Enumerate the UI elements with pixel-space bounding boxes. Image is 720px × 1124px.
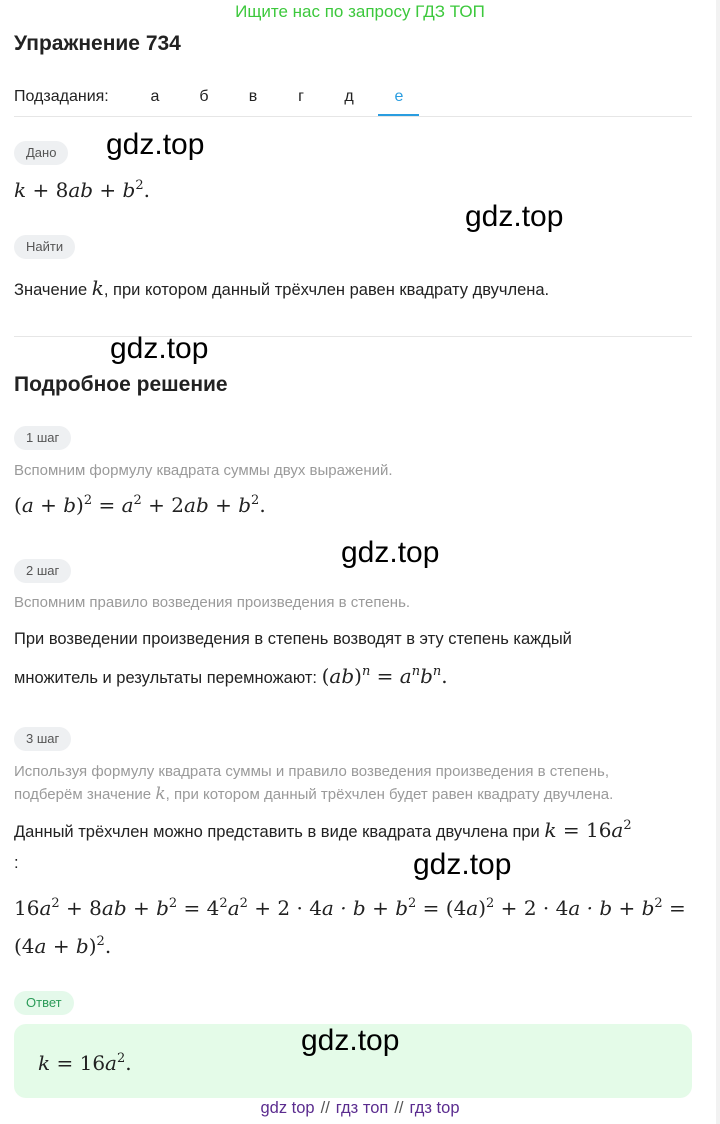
footer-separator: // — [394, 1099, 404, 1117]
footer-separator: // — [320, 1099, 330, 1117]
watermark: gdz.top — [413, 848, 512, 881]
search-banner: Ищите нас по запросу ГДЗ ТОП — [235, 2, 485, 21]
tab-a[interactable]: а — [150, 88, 160, 105]
step-2-text-line2: множитель и результаты перемножают: $(ab)^n = a^nb^n$. — [14, 664, 448, 688]
step-2-badge: 2 шаг — [14, 559, 71, 583]
footer-link-gdz-top-ru[interactable]: гдз топ — [335, 1099, 389, 1117]
page-title: Упражнение 734 — [14, 32, 181, 55]
subtasks-label: Подзадания: — [14, 88, 109, 105]
given-expression: $k + 8ab + b^2$. — [14, 178, 150, 202]
active-tab-indicator — [378, 114, 419, 116]
find-badge: Найти — [14, 235, 75, 259]
step-1-badge: 1 шаг — [14, 426, 71, 450]
watermark: gdz.top — [110, 332, 209, 365]
tab-b[interactable]: б — [199, 88, 209, 105]
tab-v[interactable]: в — [248, 88, 258, 105]
find-text: Значение k, при котором данный трёхчлен равен квадрату двучлена. — [14, 276, 550, 300]
step-3-expression-line2: $(4a + b)^2$. — [14, 934, 112, 958]
footer-link-gdz-top[interactable]: gdz top — [260, 1099, 315, 1117]
solution-title: Подробное решение — [14, 373, 228, 396]
step-3-hint-line2: подберём значение k, при котором данный трёхчлен будет равен квадрату двучлена. — [14, 784, 614, 804]
answer-expression: $k = 16a^2$. — [38, 1051, 132, 1075]
step-3-badge: 3 шаг — [14, 727, 71, 751]
footer-links — [0, 1099, 720, 1118]
step-1-expression: $(a + b)^2 = a^2 + 2ab + b^2$. — [14, 493, 266, 517]
watermark: gdz.top — [341, 536, 440, 569]
step-1-hint: Вспомним формулу квадрата суммы двух выражений. — [14, 462, 393, 479]
answer-badge: Ответ — [14, 991, 74, 1015]
footer-link-gdz-top-mixed[interactable]: гдз top — [409, 1099, 460, 1117]
step-2-text-line1: При возведении произведения в степень возводят в эту степень каждый — [14, 630, 572, 648]
step-3-hint-line1: Используя формулу квадрата суммы и правило возведения произведения в степень, — [14, 763, 610, 780]
watermark: gdz.top — [465, 200, 564, 233]
step-3-expression-line1: $16a^2 + 8ab + b^2 = 4^2a^2 + 2 \cdot 4a \cdot b + b^2 = (4a)^2 + 2 \cdot 4a \cdot b + b^2$ = — [14, 896, 686, 920]
watermark: gdz.top — [106, 128, 205, 161]
step-3-text: Данный трёхчлен можно представить в виде квадрата двучлена при $k = 16a^2$ — [14, 818, 632, 842]
tab-g[interactable]: г — [298, 88, 304, 105]
given-badge: Дано — [14, 141, 68, 165]
subtask-tabs — [14, 86, 692, 117]
step-2-hint: Вспомним правило возведения произведения в степень. — [14, 594, 411, 611]
step-3-colon: : — [14, 854, 19, 872]
scrollbar[interactable] — [716, 0, 720, 1124]
tab-d[interactable]: д — [344, 88, 354, 105]
tab-e[interactable]: е — [394, 88, 404, 105]
watermark: gdz.top — [301, 1024, 400, 1057]
